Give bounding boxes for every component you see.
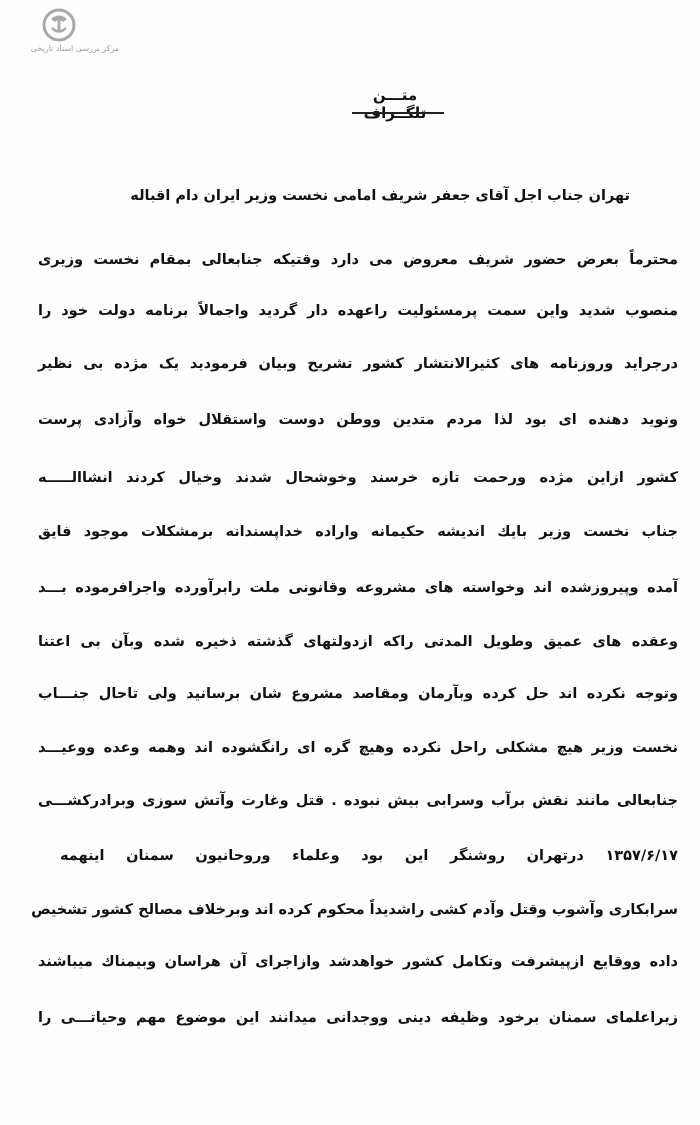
body-line: ۱۳۵۷/۶/۱۷ درتهران روشنگر این بود وعلماء وروحانیون سمنان اینهمه bbox=[60, 848, 678, 864]
title-underline bbox=[352, 112, 444, 114]
body-line: درجراید وروزنامه های کثیرالانتشار کشور تشریح وبیان فرمودید یک مژده بی نظیر bbox=[38, 356, 678, 372]
body-line: وتوجه نکرده اند حل کرده وبآرمان ومقاصد مشروع شان برسانید ولی تاحال جنـــاب bbox=[38, 686, 678, 702]
body-line: آمده وپیروزشده اند وخواسته های مشروعه وقانونی ملت رابرآورده واجرافرموده بـــد bbox=[38, 580, 678, 596]
body-line: محترماً بعرض حضور شریف معروض می دارد وقتیکه جنابعالی بمقام نخست وزیری bbox=[38, 252, 678, 268]
document-title: متـــن تلگــراف bbox=[363, 86, 427, 122]
salutation-line: تهران جناب اجل آقای جعفر شریف امامی نخست وزیر ایران دام اقباله bbox=[130, 188, 630, 204]
body-line: جنابعالی مانند نقش برآب وسرابی بیش نبوده . قتل وغارت وآتش سوزی وبرادرکشـــی bbox=[38, 793, 678, 809]
archive-logo bbox=[10, 6, 140, 56]
body-line: داده ووقایع ازپیشرفت وتکامل کشور خواهدشد وازاجرای آن هراسان وبیمناك میباشند bbox=[38, 954, 678, 970]
body-line: وعقده های عمیق وطویل المدتی راکه ازدولتهای گذشته ذخیره شده وبآن بی اعتنا bbox=[38, 634, 678, 650]
archive-emblem-icon bbox=[42, 8, 76, 42]
body-line: زیراعلمای سمنان برخود وظیفه دینی ووجدانی میدانند این موضوع مهم وحیاتـــی را bbox=[38, 1010, 678, 1026]
body-line: ونوید دهنده ای بود لذا مردم متدین ووطن دوست واستقلال خواه وآزادی پرست bbox=[38, 412, 678, 428]
body-line: نخست وزیر هیچ مشکلی راحل نکرده وهیچ گره ای رانگشوده اند وهمه وعده ووعیـــد bbox=[38, 740, 678, 756]
body-line: منصوب شدید واین سمت پرمسئولیت راعهده دار گردید واجمالاً برنامه دولت خود را bbox=[38, 303, 678, 319]
body-line: کشور ازاین مژده ورحمت تازه خرسند وخوشحال شدند وخیال کردند انشاالـــــه bbox=[38, 470, 678, 486]
body-line: سرابکاری وآشوب وقتل وآدم کشی راشدیداً محکوم کرده اند وبرخلاف مصالح کشور تشخیص bbox=[31, 902, 678, 918]
archive-logo-caption: مرکز بررسی اسناد تاریخی bbox=[30, 44, 120, 53]
body-line: جناب نخست وزیر بایك اندیشه حکیمانه واراده خداپسندانه برمشکلات موجود فایق bbox=[38, 524, 678, 540]
